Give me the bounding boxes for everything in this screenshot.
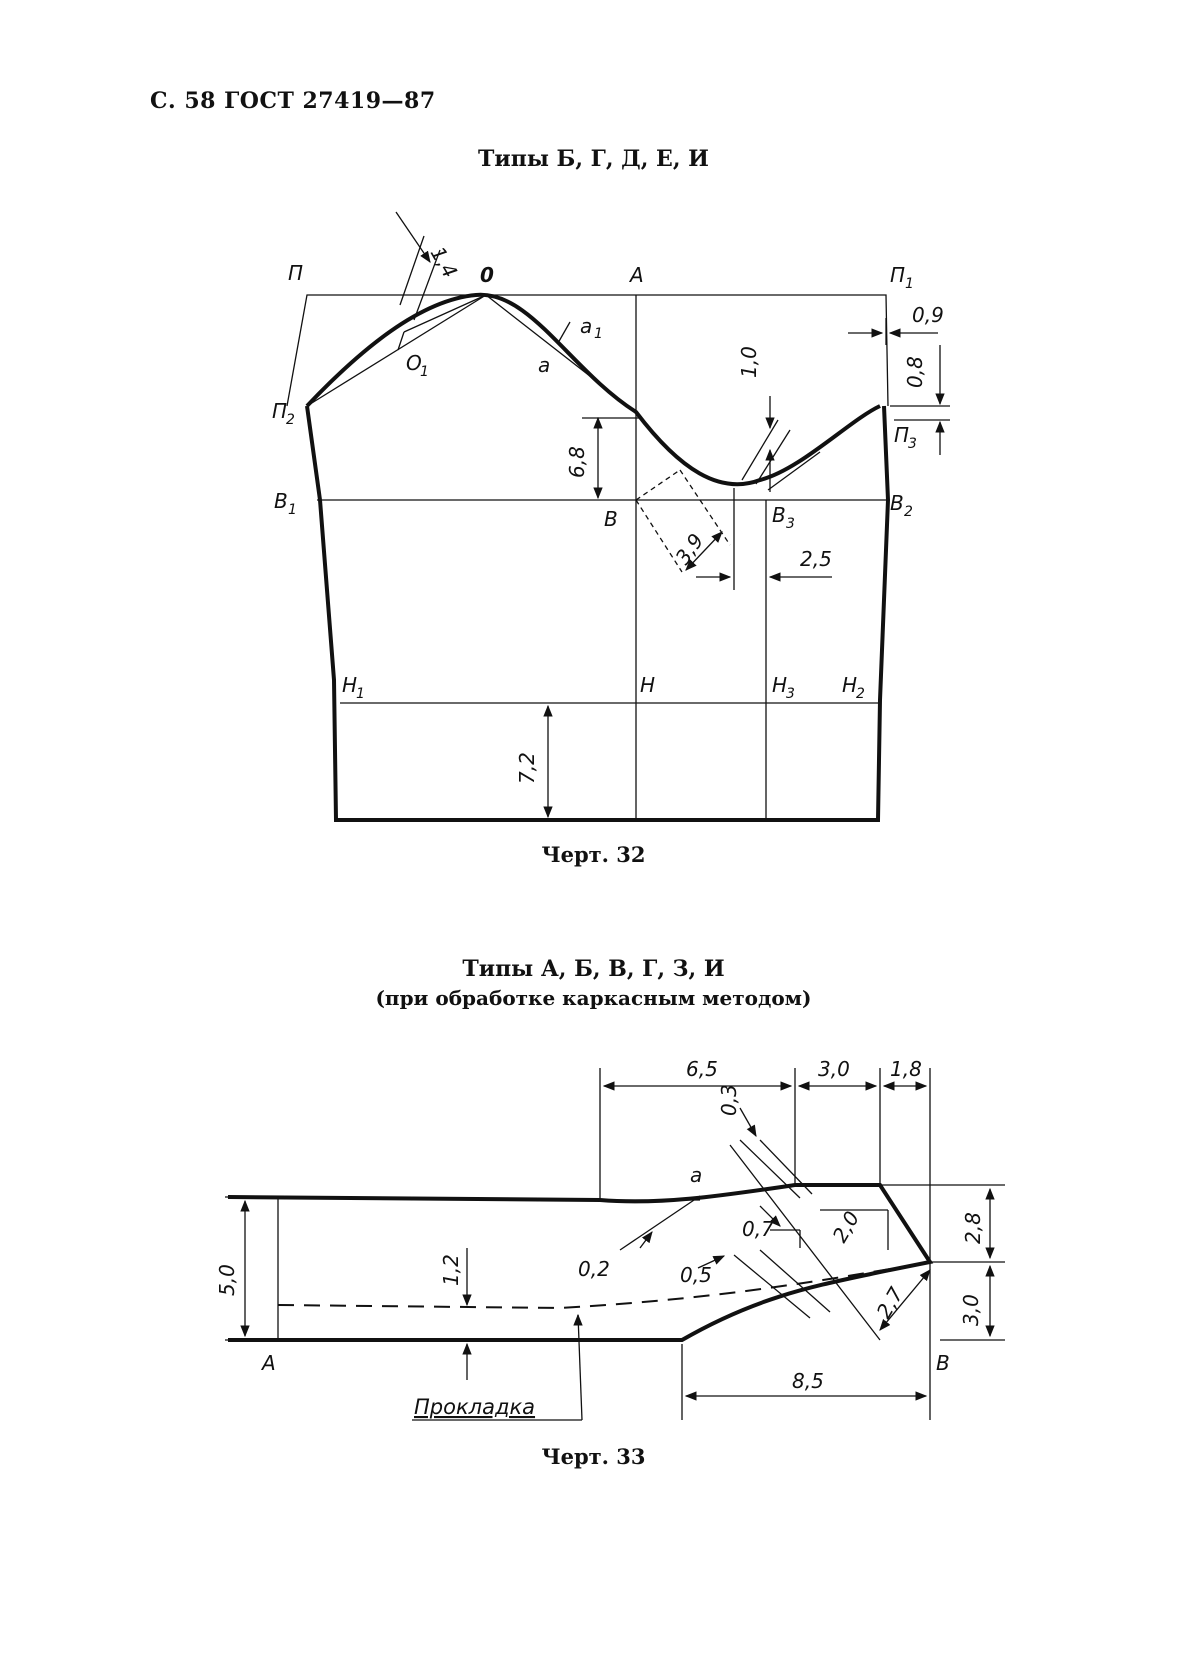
label-n2: Н [842, 673, 858, 697]
label-p2: П [272, 399, 288, 423]
label-v1: В [274, 489, 288, 513]
dim-2-5: 2,5 [800, 547, 832, 571]
figure-32-caption: Черт. 32 [541, 842, 646, 867]
label-p3: П [894, 423, 910, 447]
dim-6-8: 6,8 [565, 446, 589, 478]
label-v-right: В [936, 1351, 950, 1375]
label-n3: Н [772, 673, 788, 697]
label-v: В [604, 507, 618, 531]
dim-1-4: 1,4 [425, 242, 463, 283]
figure-33-caption: Черт. 33 [541, 1444, 646, 1469]
figure-33-subtitle: (при обработке каркасным методом) [375, 986, 812, 1010]
dim-2-7: 2,7 [871, 1282, 909, 1323]
dim-3-0: 3,0 [959, 1294, 983, 1326]
line-diag-b [636, 500, 682, 572]
dim-8-5: 8,5 [792, 1369, 824, 1393]
label-n1: Н [342, 673, 358, 697]
dim-2-8: 2,8 [961, 1212, 985, 1244]
label-a-left: А [262, 1351, 276, 1375]
dim-1-8: 1,8 [890, 1057, 922, 1081]
contour-neck-armhole [307, 295, 880, 484]
construction-frame [287, 295, 888, 406]
label-p2-sub: 2 [286, 412, 295, 428]
label-p1: П [890, 263, 906, 287]
line-b3-diag [768, 452, 820, 490]
label-a1: а [580, 314, 593, 338]
dim-0-9: 0,9 [912, 303, 944, 327]
page-header: С. 58 ГОСТ 27419—87 [150, 88, 436, 114]
label-o1-sub: 1 [420, 364, 429, 380]
label-p: П [288, 261, 304, 285]
figure-32-title: Типы Б, Г, Д, Е, И [478, 146, 709, 172]
label-v2: В [890, 491, 904, 515]
dim-0-5: 0,5 [680, 1263, 712, 1287]
dim-3-0-top: 3,0 [818, 1057, 850, 1081]
interlining-label: Прокладка [414, 1395, 536, 1419]
label-v3: В [772, 503, 786, 527]
line-diag-b2 [636, 470, 680, 500]
label-v3-sub: 3 [786, 516, 795, 532]
label-a: А [630, 263, 644, 287]
dim-0-2: 0,2 [578, 1257, 610, 1281]
dim-1-0: 1,0 [737, 346, 761, 378]
dim-0-7: 0,7 [742, 1217, 774, 1241]
dim-1-2: 1,2 [439, 1254, 463, 1286]
label-a-small: а [538, 353, 551, 377]
label-n: Н [640, 673, 656, 697]
label-n2-sub: 2 [856, 686, 865, 702]
figure-33-title: Типы А, Б, В, Г, З, И [462, 956, 725, 982]
dim-3-9: 3,9 [670, 529, 709, 569]
label-a-fig33: а [690, 1163, 703, 1187]
label-p3-sub: 3 [908, 436, 917, 452]
label-v2-sub: 2 [904, 504, 913, 520]
dim-2-0: 2,0 [827, 1206, 865, 1247]
dim-7-2: 7,2 [515, 752, 539, 784]
dim-0-8: 0,8 [903, 356, 927, 388]
dim-6-5: 6,5 [686, 1057, 718, 1081]
label-a1-sub: 1 [594, 326, 603, 342]
label-p1-sub: 1 [905, 276, 914, 292]
line-a-a1 [558, 322, 570, 343]
line-o-p2 [307, 295, 486, 406]
label-o: 0 [480, 263, 494, 287]
label-n1-sub: 1 [356, 686, 365, 702]
dim-0-3: 0,3 [717, 1084, 741, 1116]
label-v1-sub: 1 [288, 502, 297, 518]
label-o1: О [406, 351, 422, 375]
label-n3-sub: 3 [786, 686, 795, 702]
dim-5-0: 5,0 [215, 1264, 239, 1296]
